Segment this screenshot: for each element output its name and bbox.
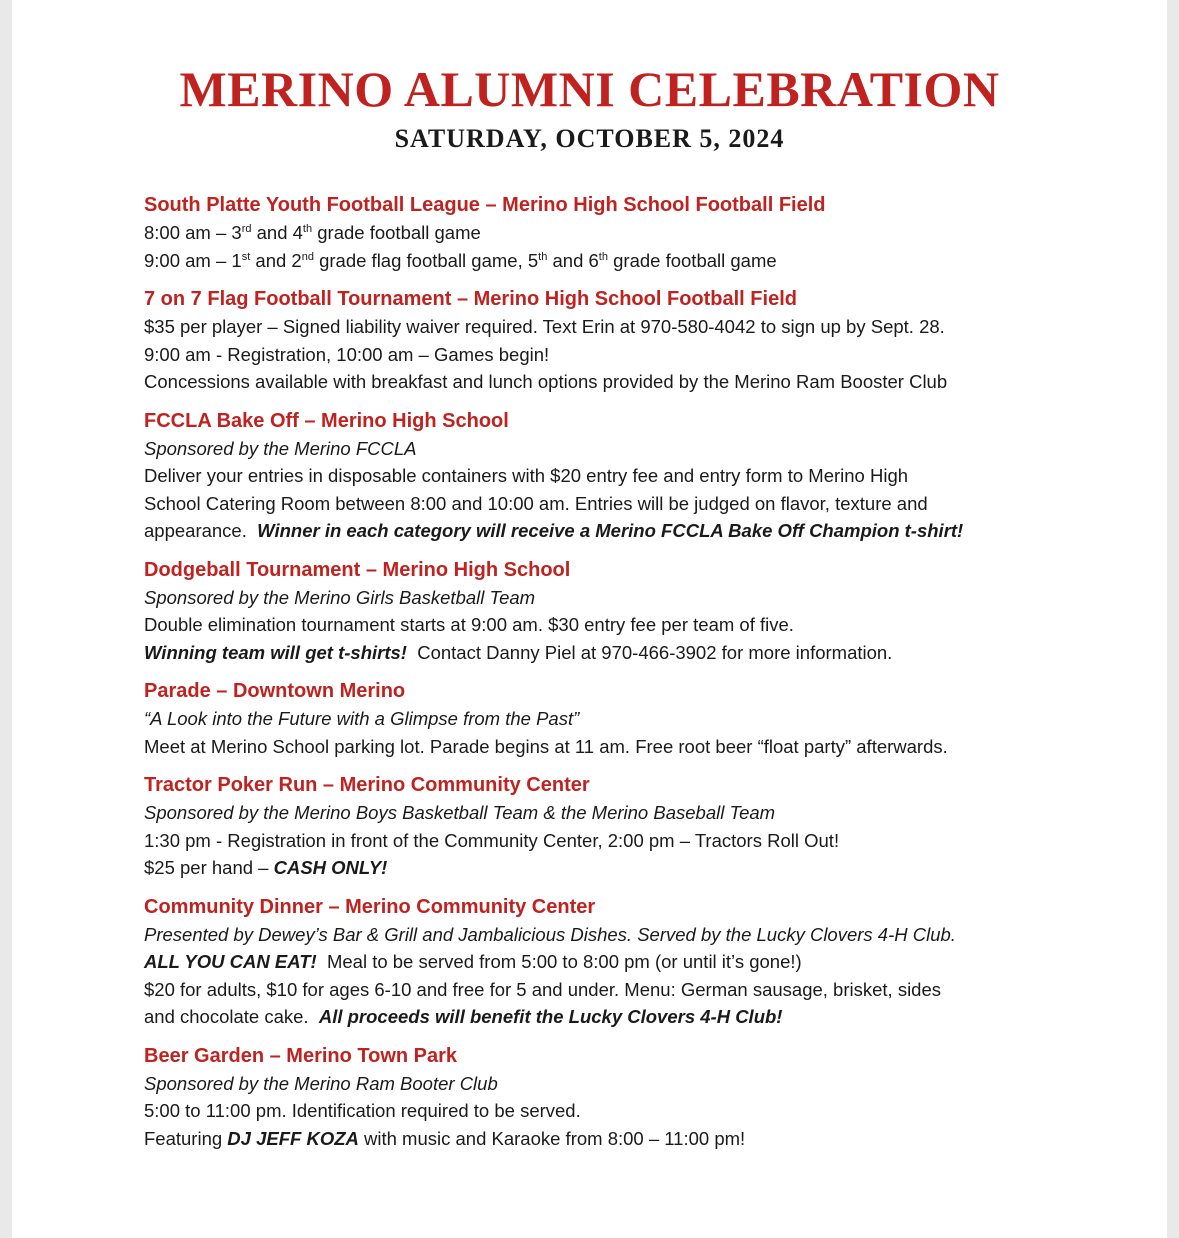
event-heading: FCCLA Bake Off – Merino High School	[144, 409, 509, 432]
event-beer-garden	[144, 1042, 1144, 1153]
event-heading: Beer Garden – Merino Town Park	[144, 1044, 458, 1067]
event-quote: “A Look into the Future with a Glimpse from the Past”	[144, 708, 580, 729]
event-line: 9:00 am - Registration, 10:00 am – Games begin!	[144, 343, 550, 365]
text: and 4	[251, 222, 303, 243]
event-sponsor: Presented by Dewey’s Bar & Grill and Jambalicious Dishes. Served by the Lucky Clovers 4-H Club.	[144, 923, 956, 945]
event-line	[144, 517, 1144, 545]
event-list	[144, 191, 1144, 1163]
event-heading: Community Dinner – Merino Community Center	[144, 895, 596, 918]
superscript: th	[598, 250, 608, 263]
event-line: 1:30 pm - Registration in front of the Community Center, 2:00 pm – Tractors Roll Out!	[144, 829, 840, 851]
event-sponsor: Sponsored by the Merino Ram Booter Club	[144, 1072, 498, 1094]
event-line: $35 per player – Signed liability waiver required. Text Erin at 970-580-4042 to sign up by Sept. 28.	[144, 316, 945, 337]
event-line: Double elimination tournament starts at 9:00 am. $30 entry fee per team of five.	[144, 614, 794, 635]
emphasis-text: All proceeds will benefit the Lucky Clovers 4-H Club!	[318, 1006, 783, 1027]
event-parade	[144, 677, 1144, 760]
event-line	[144, 247, 1144, 275]
text: 8:00 am – 3	[144, 222, 242, 243]
text: $25 per hand –	[144, 857, 274, 878]
event-sponsor: Sponsored by the Merino Boys Basketball Team & the Merino Baseball Team	[144, 802, 776, 823]
event-sponsor: Sponsored by the Merino Girls Basketball Team	[144, 586, 536, 608]
emphasis-text: CASH ONLY!	[273, 857, 388, 878]
event-line: Concessions available with breakfast and lunch options provided by the Merino Ram Booster Club	[144, 371, 948, 392]
event-line: Deliver your entries in disposable containers with $20 entry fee and entry form to Merino High	[144, 465, 909, 486]
event-line	[144, 948, 1144, 976]
superscript: nd	[301, 250, 314, 263]
text: 9:00 am – 1	[144, 249, 242, 271]
text: with music and Karaoke from 8:00 – 11:00 pm!	[358, 1127, 746, 1149]
event-line: School Catering Room between 8:00 and 10:00 am. Entries will be judged on flavor, texture and	[144, 492, 928, 514]
text: and 6	[547, 249, 599, 271]
event-heading: Tractor Poker Run – Merino Community Center	[144, 774, 590, 796]
event-line	[144, 1003, 1144, 1031]
emphasis-text: DJ JEFF KOZA	[227, 1127, 359, 1149]
event-line: Meet at Merino School parking lot. Parade begins at 11 am. Free root beer “float party” afterwards.	[144, 735, 948, 757]
superscript: st	[241, 250, 251, 263]
text: Meal to be served from 5:00 to 8:00 pm (or until it’s gone!)	[316, 951, 802, 972]
event-heading: 7 on 7 Flag Football Tournament – Merino High School Football Field	[144, 288, 797, 310]
event-heading: South Platte Youth Football League – Merino High School Football Field	[144, 194, 826, 216]
text: and 2	[250, 249, 302, 271]
text: Contact Danny Piel at 970-466-3902 for more information.	[406, 641, 893, 663]
event-heading: Parade – Downtown Merino	[144, 680, 406, 702]
event-community-dinner	[144, 893, 1144, 1031]
event-line: $20 for adults, $10 for ages 6-10 and free for 5 and under. Menu: German sausage, brisket, sides	[144, 978, 942, 1000]
text: grade football game	[607, 249, 777, 271]
superscript: rd	[241, 222, 252, 235]
text: grade football game	[312, 222, 481, 243]
page-subtitle: SATURDAY, OCTOBER 5, 2024	[394, 124, 785, 153]
page-title: MERINO ALUMNI CELEBRATION	[179, 61, 1000, 117]
event-sponsor: Sponsored by the Merino FCCLA	[144, 437, 417, 459]
text: and chocolate cake.	[144, 1006, 319, 1027]
text: grade flag football game, 5	[313, 249, 539, 271]
superscript: th	[302, 222, 313, 235]
event-bake-off	[144, 407, 1144, 545]
event-line	[144, 219, 1144, 247]
event-line	[144, 639, 1144, 667]
event-line: 5:00 to 11:00 pm. Identification required to be served.	[144, 1100, 581, 1121]
event-line	[144, 854, 1144, 882]
event-dodgeball	[144, 556, 1144, 667]
text: Featuring	[144, 1127, 228, 1149]
event-flag-football	[144, 285, 1144, 396]
event-youth-football	[144, 191, 1144, 274]
event-tractor-poker-run	[144, 771, 1144, 882]
document-page	[12, 0, 1167, 1238]
superscript: th	[538, 250, 548, 263]
emphasis-text: Winning team will get t-shirts!	[144, 641, 407, 663]
text: appearance.	[144, 520, 258, 541]
event-line	[144, 1125, 1144, 1153]
emphasis-text: Winner in each category will receive a Merino FCCLA Bake Off Champion t-shirt!	[257, 520, 964, 541]
event-heading: Dodgeball Tournament – Merino High School	[144, 558, 571, 581]
emphasis-text: ALL YOU CAN EAT!	[144, 951, 317, 972]
